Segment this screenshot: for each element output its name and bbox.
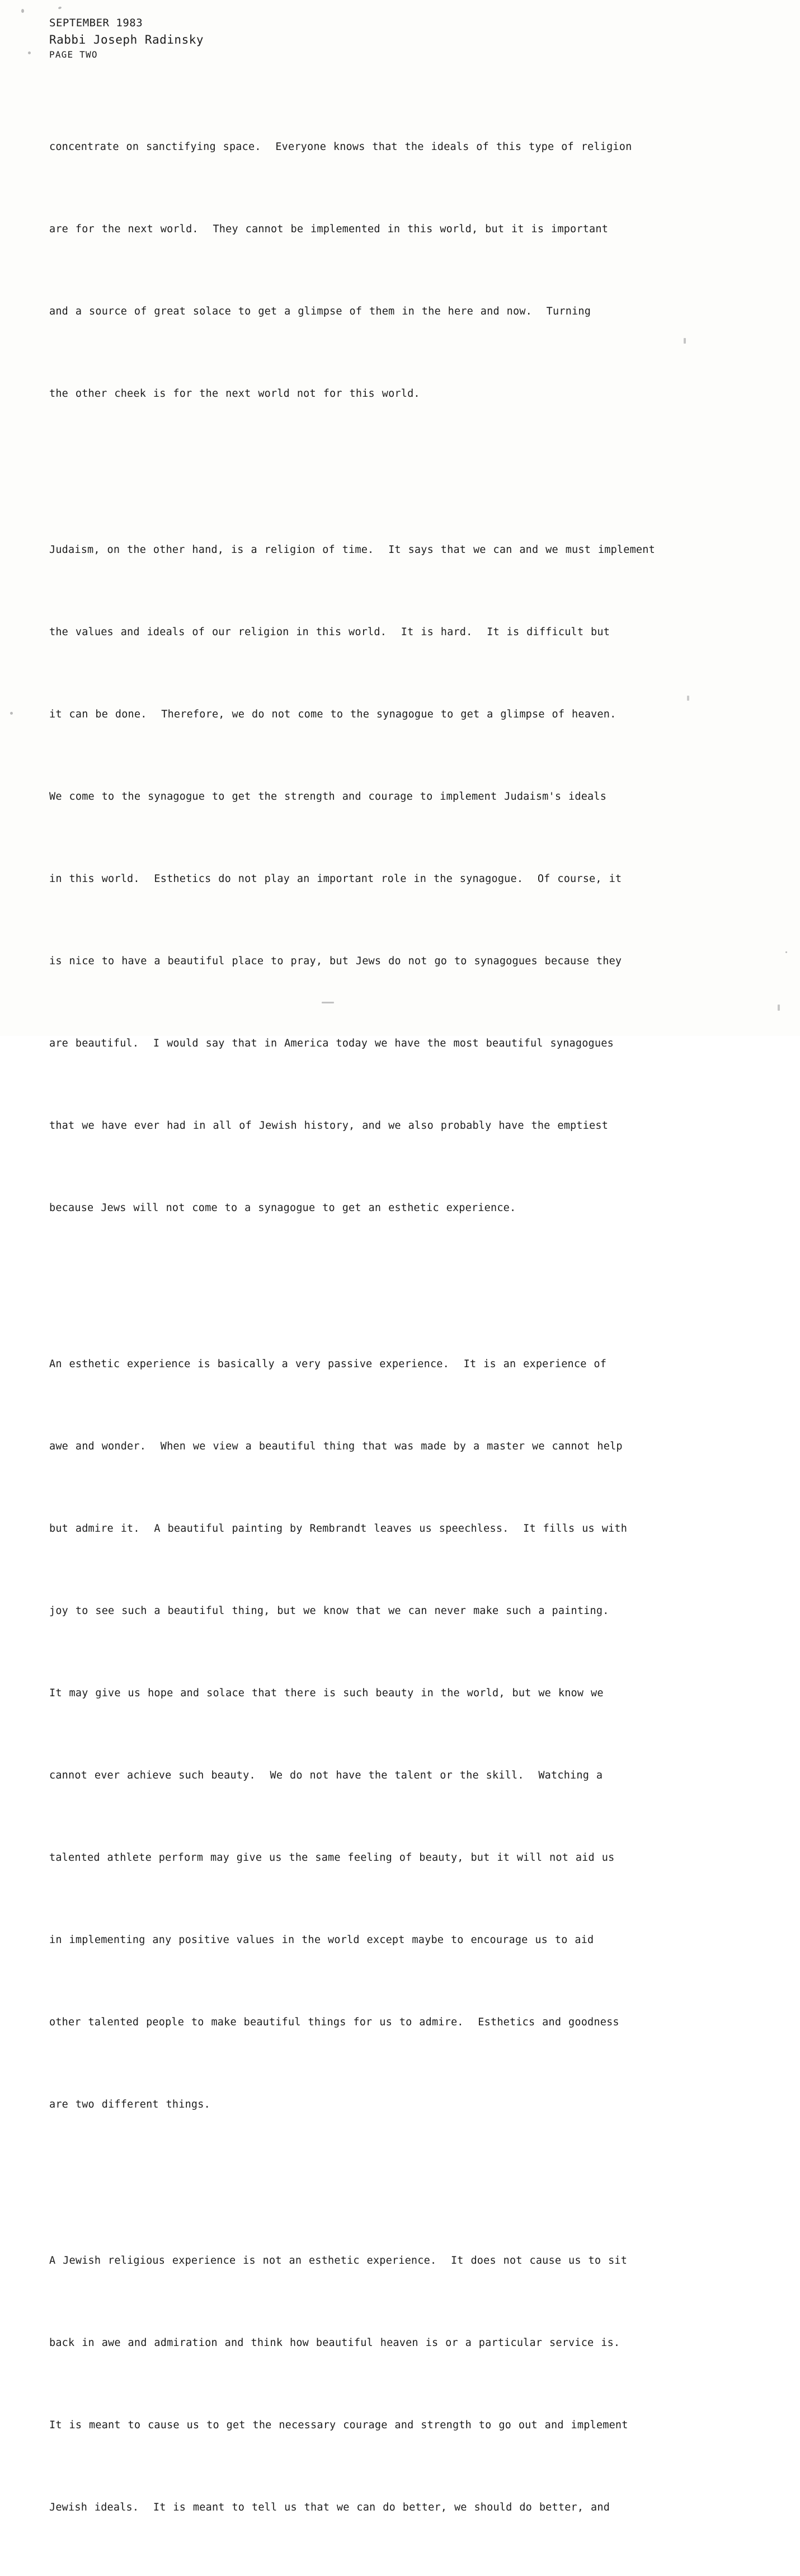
text-line: cannot ever achieve such beauty. We do not have the talent or the skill. Watching a bbox=[49, 1770, 603, 1781]
text-line: It may give us hope and solace that there is such beauty in the world, but we know we bbox=[49, 1687, 604, 1699]
header-date: SEPTEMBER 1983 bbox=[49, 17, 143, 29]
text-line: in this world. Esthetics do not play an important role in the synagogue. Of course, it bbox=[49, 873, 622, 885]
text-line: Jewish ideals. It is meant to tell us that we can do better, we should do better, and bbox=[49, 2502, 610, 2513]
header-page-number: PAGE TWO bbox=[49, 49, 98, 60]
scan-artifact-speck bbox=[778, 1005, 780, 1011]
header-author: Rabbi Joseph Radinsky bbox=[49, 32, 204, 46]
text-line: joy to see such a beautiful thing, but we know that we can never make such a painting. bbox=[49, 1605, 609, 1617]
paragraph-2 bbox=[49, 481, 676, 1277]
paragraph-4 bbox=[49, 2192, 676, 2576]
text-line: are for the next world. They cannot be implemented in this world, but it is important bbox=[49, 223, 609, 235]
text-line: awe and wonder. When we view a beautiful thing that was made by a master we cannot help bbox=[49, 1441, 623, 1452]
paragraph-1 bbox=[49, 78, 676, 462]
text-line: in implementing any positive values in the world except maybe to encourage us to aid bbox=[49, 1934, 594, 1946]
text-line: are two different things. bbox=[49, 2099, 210, 2110]
text-line: are beautiful. I would say that in America today we have the most beautiful synagogues bbox=[49, 1038, 614, 1049]
scan-artifact-speck bbox=[687, 696, 689, 701]
text-line: other talented people to make beautiful things for us to admire. Esthetics and goodness bbox=[49, 2016, 619, 2028]
text-line: the values and ideals of our religion in this world. It is hard. It is difficult but bbox=[49, 626, 610, 638]
scan-artifact-speck bbox=[785, 951, 787, 953]
text-line: An esthetic experience is basically a very passive experience. It is an experience of bbox=[49, 1358, 607, 1370]
scan-artifact-speck bbox=[28, 51, 31, 54]
text-line: and a source of great solace to get a glimpse of them in the here and now. Turning bbox=[49, 306, 591, 317]
scan-artifact-speck bbox=[684, 338, 686, 344]
text-line: A Jewish religious experience is not an esthetic experience. It does not cause us to sit bbox=[49, 2255, 628, 2267]
text-line: It is meant to cause us to get the necessary courage and strength to go out and implement bbox=[49, 2419, 628, 2431]
scan-artifact-speck bbox=[58, 6, 62, 10]
text-line: is nice to have a beautiful place to pray, but Jews do not go to synagogues because they bbox=[49, 955, 622, 967]
text-line: the other cheek is for the next world not for this world. bbox=[49, 388, 420, 400]
text-line: that we have ever had in all of Jewish history, and we also probably have the emptiest bbox=[49, 1120, 609, 1132]
text-line: back in awe and admiration and think how beautiful heaven is or a particular service is. bbox=[49, 2337, 620, 2349]
text-line: We come to the synagogue to get the strength and courage to implement Judaism's ideals bbox=[49, 791, 607, 803]
paragraph-3 bbox=[49, 1296, 676, 2173]
scan-artifact-speck bbox=[21, 9, 24, 13]
text-line: Judaism, on the other hand, is a religion of time. It says that we can and we must implement bbox=[49, 544, 655, 556]
document-body bbox=[49, 78, 676, 2576]
scan-artifact-speck bbox=[10, 712, 13, 715]
text-line: concentrate on sanctifying space. Everyone knows that the ideals of this type of religion bbox=[49, 141, 632, 153]
text-line: but admire it. A beautiful painting by Rembrandt leaves us speechless. It fills us with bbox=[49, 1523, 628, 1535]
document-header bbox=[49, 16, 204, 61]
text-line: it can be done. Therefore, we do not come to the synagogue to get a glimpse of heaven. bbox=[49, 708, 617, 720]
text-line: talented athlete perform may give us the same feeling of beauty, but it will not aid us bbox=[49, 1852, 615, 1864]
text-line: because Jews will not come to a synagogue to get an esthetic experience. bbox=[49, 1202, 516, 1214]
